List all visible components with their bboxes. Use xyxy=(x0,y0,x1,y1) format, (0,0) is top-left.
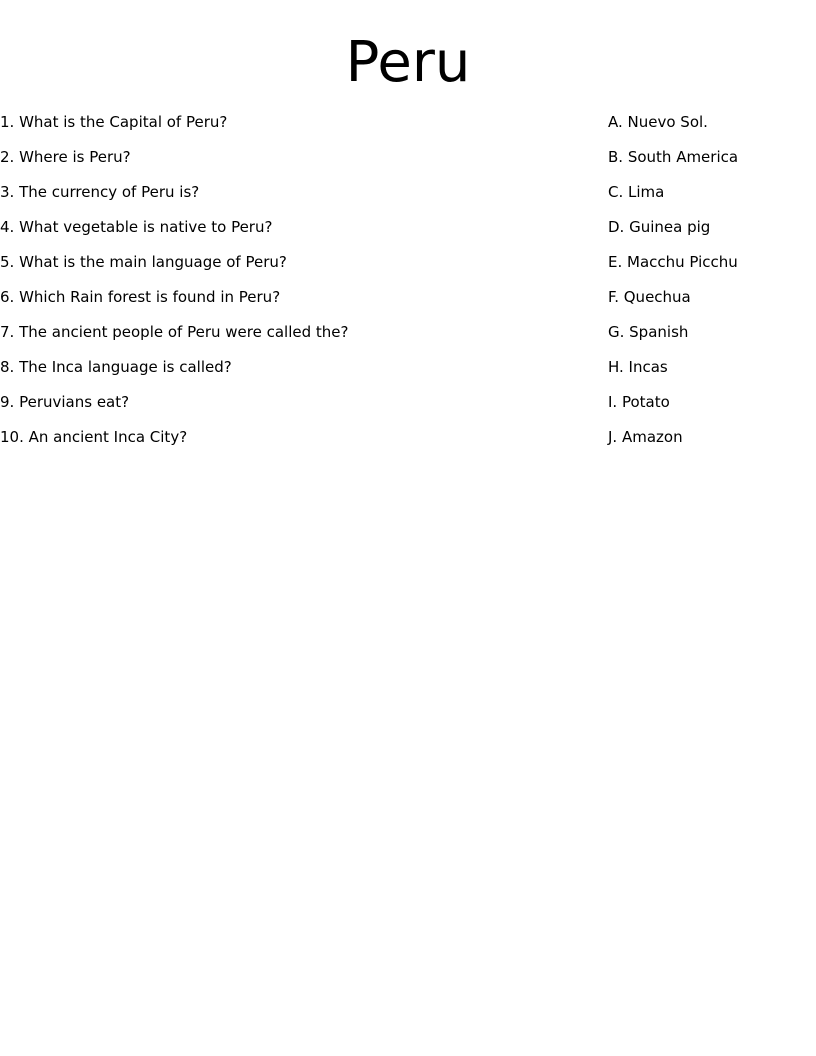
page-title: Peru xyxy=(345,30,471,95)
answer-item: A. Nuevo Sol. xyxy=(608,113,708,131)
answer-item: B. South America xyxy=(608,148,739,166)
question-item: 9. Peruvians eat? xyxy=(0,393,130,411)
question-item: 3. The currency of Peru is? xyxy=(0,183,200,201)
answer-item: C. Lima xyxy=(608,183,665,201)
answer-item: J. Amazon xyxy=(608,428,683,446)
question-item: 6. Which Rain forest is found in Peru? xyxy=(0,288,281,306)
question-item: 2. Where is Peru? xyxy=(0,148,131,166)
question-item: 1. What is the Capital of Peru? xyxy=(0,113,228,131)
question-item: 7. The ancient people of Peru were called the? xyxy=(0,323,349,341)
question-list xyxy=(0,110,560,460)
answer-item: I. Potato xyxy=(608,393,670,411)
answer-item: H. Incas xyxy=(608,358,668,376)
answer-item: F. Quechua xyxy=(608,288,691,306)
answer-item: D. Guinea pig xyxy=(608,218,711,236)
question-item: 10. An ancient Inca City? xyxy=(0,428,188,446)
question-item: 4. What vegetable is native to Peru? xyxy=(0,218,273,236)
question-item: 5. What is the main language of Peru? xyxy=(0,253,287,271)
answer-item: E. Macchu Picchu xyxy=(608,253,738,271)
answer-list xyxy=(608,110,808,460)
answer-item: G. Spanish xyxy=(608,323,689,341)
question-item: 8. The Inca language is called? xyxy=(0,358,232,376)
